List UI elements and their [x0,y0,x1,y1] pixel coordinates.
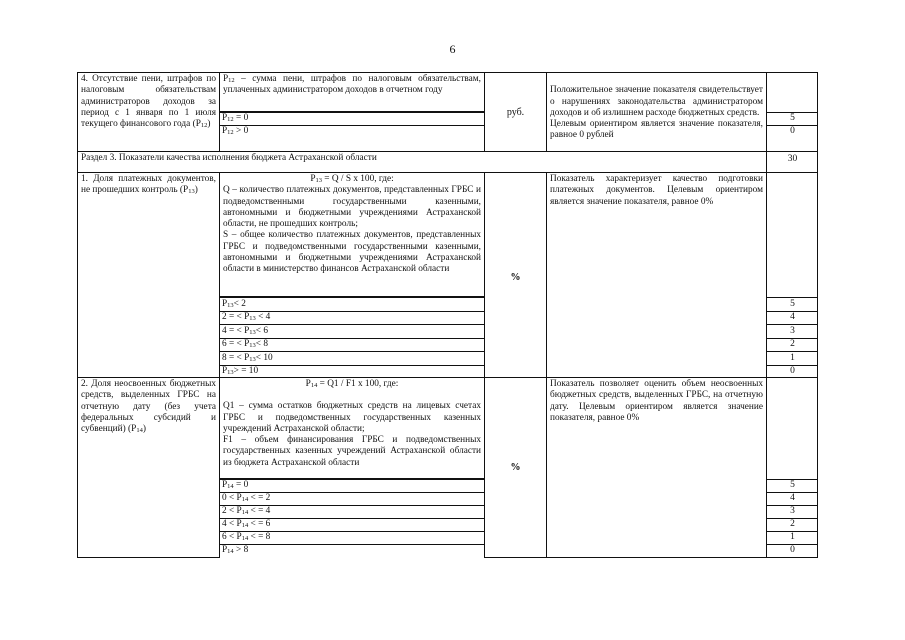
indicator2-range-2: $0 < P_{14}$ < = 2 [222,493,271,503]
indicator2-score-5: 1 [790,532,795,542]
row4-name: 4. Отсутствие пени, штрафов по налоговым обязательствам администраторов доходов за период с 1 января по 1 июля текущего финансового года $(P_{12})$ [81,74,216,130]
row4-score-1: 5 [790,113,795,123]
indicator2-name: 2. Доля неосвоенных бюджетных средств, выделенных ГРБС на отчетную дату (без учета федеральных субсидий и субвенций) $(P_{14})$ [81,379,216,435]
section3-max-score: 30 [787,154,798,164]
indicator2-formula-q: Q1 – сумма остатков бюджетных средств на лицевых счетах ГРБС и подведомственных государственных казенных учреждений Астраханской области; [223,401,481,434]
indicator2-score-1: 5 [790,480,795,490]
row4-range-2: $P_{12} > 0$ [222,126,249,136]
indicator1-range-1: $P_{13}< 2$ [222,299,246,309]
indicator1-score-4: 2 [790,339,795,349]
indicator1-unit-cell [484,172,547,378]
row4-unit-cell [484,72,547,152]
section3-title-cell [77,151,767,173]
indicator2-range-3: $2 < P_{14}$ < = 4 [222,506,271,516]
section3-title: Раздел 3. Показатели качества исполнения бюджета Астраханской области [81,153,377,163]
indicator1-range-3: 4 = < $P_{13}< 6$ [222,326,268,336]
indicator2-range-6: $P_{14} > 8$ [222,545,249,555]
indicator2-score-2: 4 [790,493,795,503]
indicator2-unit-cell [484,377,547,558]
indicator2-score-3: 3 [790,506,795,516]
indicator2-formula-title: $P_{14} = Q1 / F1$ x 100, где: [305,379,399,389]
row4-name-cell [77,72,220,152]
indicator1-score-1: 5 [790,299,795,309]
indicator1-formula-s: S – общее количество платежных документов, представленных ГРБС и подведомственными государственными казенными, автономными и бюджетными учреждениями Астраханской области в министерство финансов Астраханской области [223,230,481,275]
indicator1-description-cell [546,172,767,378]
row4-description-cell [546,72,767,152]
indicator2-unit: % [510,462,521,473]
row4-formula-cell [219,72,485,112]
indicator1-score-3: 3 [790,326,795,336]
indicator2-description-cell [546,377,767,558]
indicator1-name-cell [77,172,220,378]
indicator2-score-6: 0 [790,545,795,555]
indicator1-range-5: 8 = < $P_{13}< 10$ [222,353,273,363]
indicator1-formula-title: $P_{13} = Q / S$ x 100, где: [310,174,394,184]
indicator1-score-5: 1 [790,353,795,363]
indicator1-unit: % [510,272,521,283]
indicator2-description: Показатель позволяет оценить объем неосвоенных бюджетных средств, выделенных ГРБС, на отчетную дату. Целевым ориентиром является значение показателя, равное 0% [550,379,763,423]
indicator2-formula-cell [219,377,485,479]
row4-unit: руб. [506,107,525,118]
indicator1-range-6: $P_{13}> = 10$ [222,366,259,376]
indicator2-score-4: 2 [790,519,795,529]
indicator2-range-5: $6 < P_{14}$ < = 8 [222,532,271,542]
indicator1-range-4: 6 = < $P_{13}< 8$ [222,339,268,349]
indicator1-formula-cell [219,172,485,297]
row4-score-2: 0 [790,126,795,136]
row4-description: Положительное значение показателя свидетельствует о нарушениях законодательства администратором доходов и об излишнем расходе бюджетных средств. Целевым ориентиром является значение показателя, равное 0 рублей [550,85,763,141]
page-number: 6 [449,42,456,56]
indicator1-name: 1. Доля платежных документов, не прошедших контроль $(P_{13})$ [81,174,216,196]
indicator2-formula-f: F1 – объем финансирования ГРБС и подведомственных государственных казенных учреждений Астраханской области из бюджета Астраханской области [223,435,481,468]
row4-range-1: $P_{12} = 0$ [222,113,249,123]
indicator1-description: Показатель характеризует качество подготовки платежных документов. Целевым ориентиром является значение показателя, равное 0% [550,174,763,207]
indicator1-score-6: 0 [790,366,795,376]
indicator1-formula-q: Q – количество платежных документов, представленных ГРБС и подведомственными государственными казенными, автономными и бюджетными учреждениями Астраханской области, не прошедших контроль; [223,185,481,230]
indicator2-range-4: $4 < P_{14}$ < = 6 [222,519,271,529]
indicator1-score-2: 4 [790,312,795,322]
criteria-table [77,72,818,558]
row4-formula: $P_{12}$ – сумма пени, штрафов по налоговым обязательствам, уплаченных администратором доходов в отчетном году [223,74,481,96]
indicator2-name-cell [77,377,220,558]
indicator2-range-1: $P_{14} = 0$ [222,480,249,490]
section3-score-cell [766,151,818,173]
indicator1-range-2: 2 = < $P_{13} < 4$ [222,312,271,322]
